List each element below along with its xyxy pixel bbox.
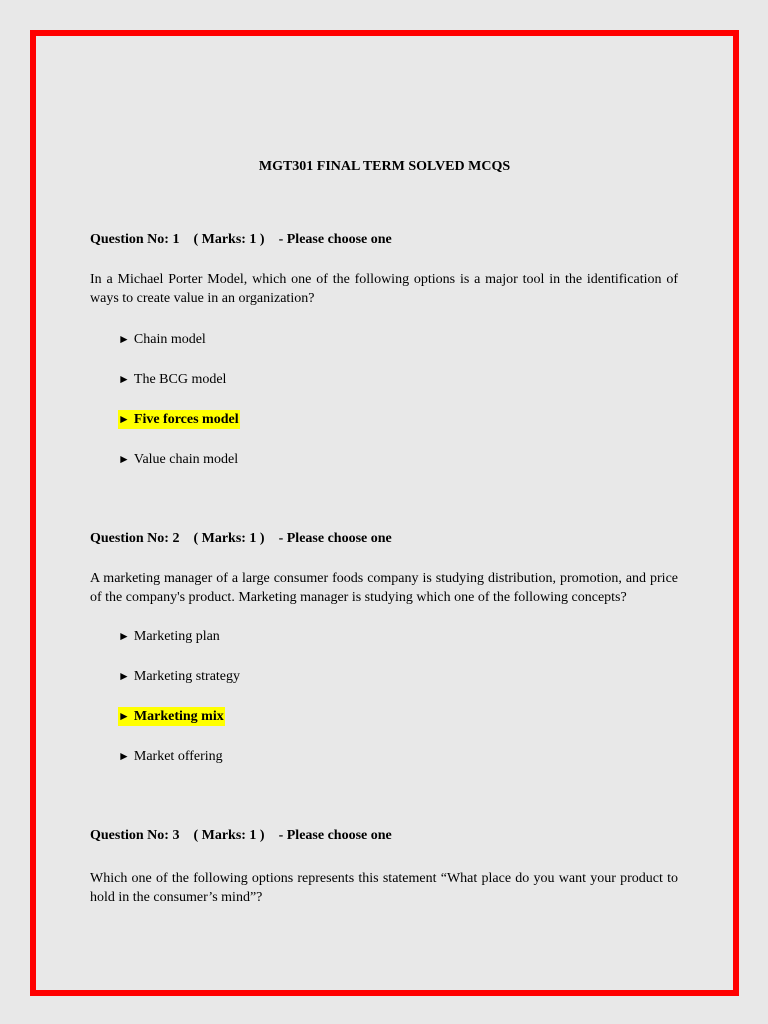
question-2-option-2 bbox=[118, 667, 240, 686]
option-label: Marketing plan bbox=[133, 629, 220, 644]
arrow-right-icon: ► bbox=[118, 749, 130, 763]
document-page bbox=[30, 30, 739, 996]
arrow-right-icon: ► bbox=[118, 412, 130, 426]
arrow-right-icon: ► bbox=[118, 372, 130, 386]
arrow-right-icon: ► bbox=[118, 452, 130, 466]
document-title: MGT301 FINAL TERM SOLVED MCQS bbox=[258, 159, 511, 174]
option-label: The BCG model bbox=[133, 372, 227, 387]
question-2-header: Question No: 2 ( Marks: 1 ) - Please choose one bbox=[90, 531, 392, 546]
option-label: Market offering bbox=[133, 749, 223, 764]
option-label: Marketing mix bbox=[133, 709, 224, 724]
arrow-right-icon: ► bbox=[118, 709, 130, 723]
arrow-right-icon: ► bbox=[118, 332, 130, 346]
option-label: Five forces model bbox=[133, 412, 239, 427]
question-2-text: A marketing manager of a large consumer foods company is studying distribution, promotion, and price of the company's product. Marketing manager is studying which one of the following concepts? bbox=[90, 571, 678, 605]
question-1-text: In a Michael Porter Model, which one of the following options is a major tool in the identification of ways to create value in an organization? bbox=[90, 272, 678, 306]
question-2-option-1 bbox=[118, 627, 220, 646]
option-label: Value chain model bbox=[133, 452, 239, 467]
question-2-option-4 bbox=[118, 747, 223, 766]
option-label: Marketing strategy bbox=[133, 669, 241, 684]
question-1-option-1 bbox=[118, 330, 206, 349]
question-1-option-4 bbox=[118, 450, 238, 469]
arrow-right-icon: ► bbox=[118, 669, 130, 683]
question-3-text: Which one of the following options represents this statement “What place do you want your product to hold in the consumer’s mind”? bbox=[90, 871, 678, 905]
question-1-option-3-correct bbox=[118, 410, 240, 429]
question-2-option-3-correct bbox=[118, 707, 225, 726]
question-1-option-2 bbox=[118, 370, 226, 389]
arrow-right-icon: ► bbox=[118, 629, 130, 643]
question-3-header: Question No: 3 ( Marks: 1 ) - Please choose one bbox=[90, 828, 392, 843]
question-1-header: Question No: 1 ( Marks: 1 ) - Please choose one bbox=[90, 232, 392, 247]
option-label: Chain model bbox=[133, 332, 206, 347]
